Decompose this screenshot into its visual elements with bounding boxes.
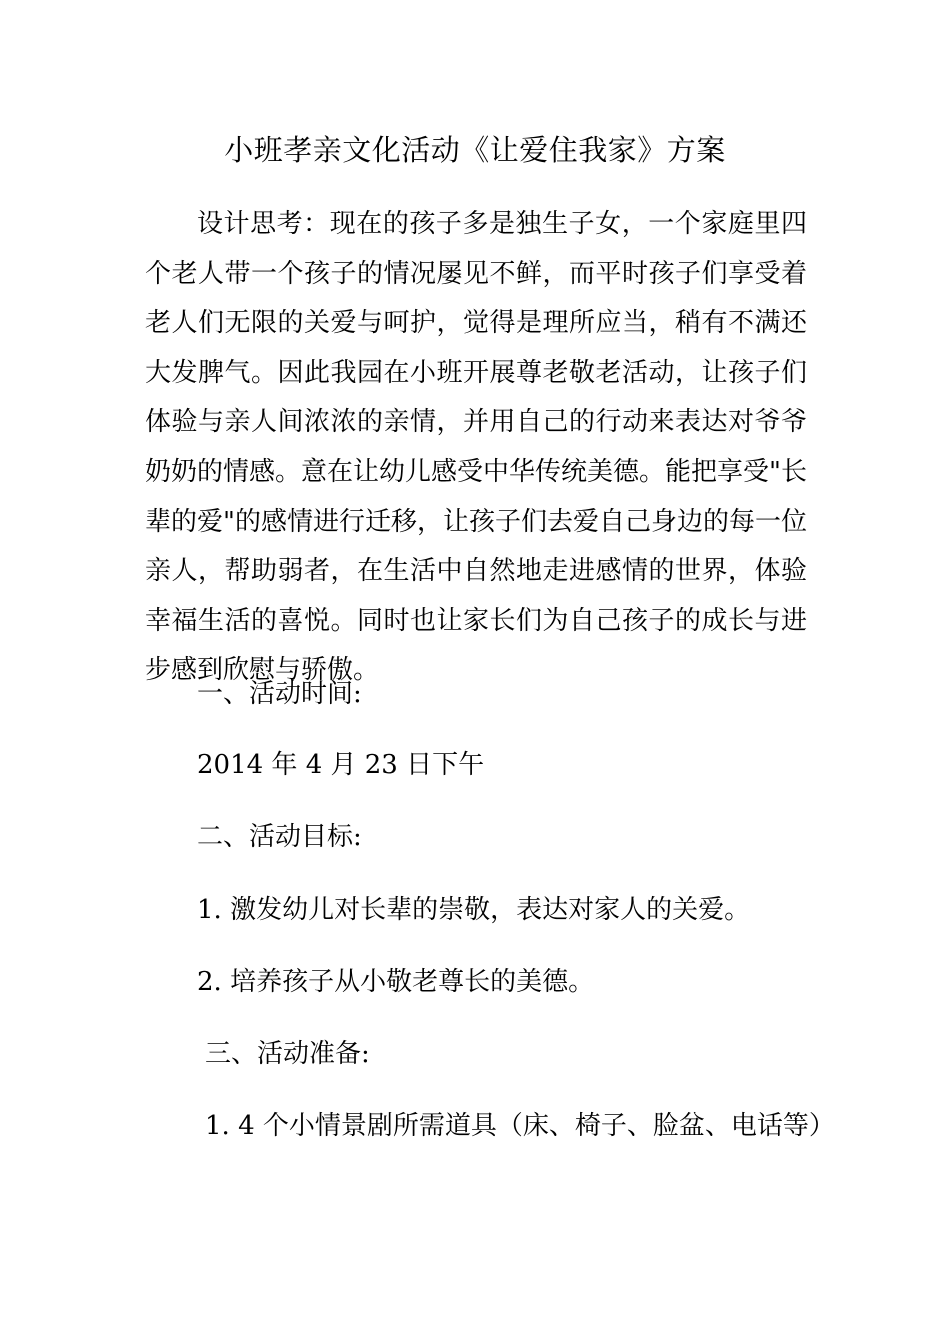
preparation-item: 1. 4 个小情景剧所需道具（床、椅子、脸盆、电话等） [205, 1111, 835, 1141]
activity-date: 2014 年 4 月 23 日下午 [197, 750, 485, 780]
section-heading-goals: 二、活动目标: [197, 822, 362, 852]
goal-item: 1. 激发幼儿对长辈的崇敬，表达对家人的关爱。 [197, 895, 751, 925]
intro-paragraph: 设计思考：现在的孩子多是独生子女，一个家庭里四个老人带一个孩子的情况屡见不鲜，而平时孩子们享受着老人们无限的关爱与呵护，觉得是理所应当，稍有不满还大发脾气。因此我园在小班开展尊老敬老活动，让孩子们体验与亲人间浓浓的亲情，并用自己的行动来表达对爷爷奶奶的情感。意在让幼儿感受中华传统美德。能把享受"长辈的爱"的感情进行迁移，让孩子们去爱自己身边的每一位亲人，帮助弱者，在生活中自然地走进感情的世界，体验幸福生活的喜悦。同时也让家长们为自己孩子的成长与进步感到欣慰与骄傲。 [145, 209, 807, 686]
document-title: 小班孝亲文化活动《让爱住我家》方案 [224, 133, 726, 167]
goal-item: 2. 培养孩子从小敬老尊长的美德。 [197, 967, 595, 997]
section-heading-preparation: 三、活动准备: [205, 1039, 370, 1069]
section-heading-time: 一、活动时间: [197, 679, 362, 709]
